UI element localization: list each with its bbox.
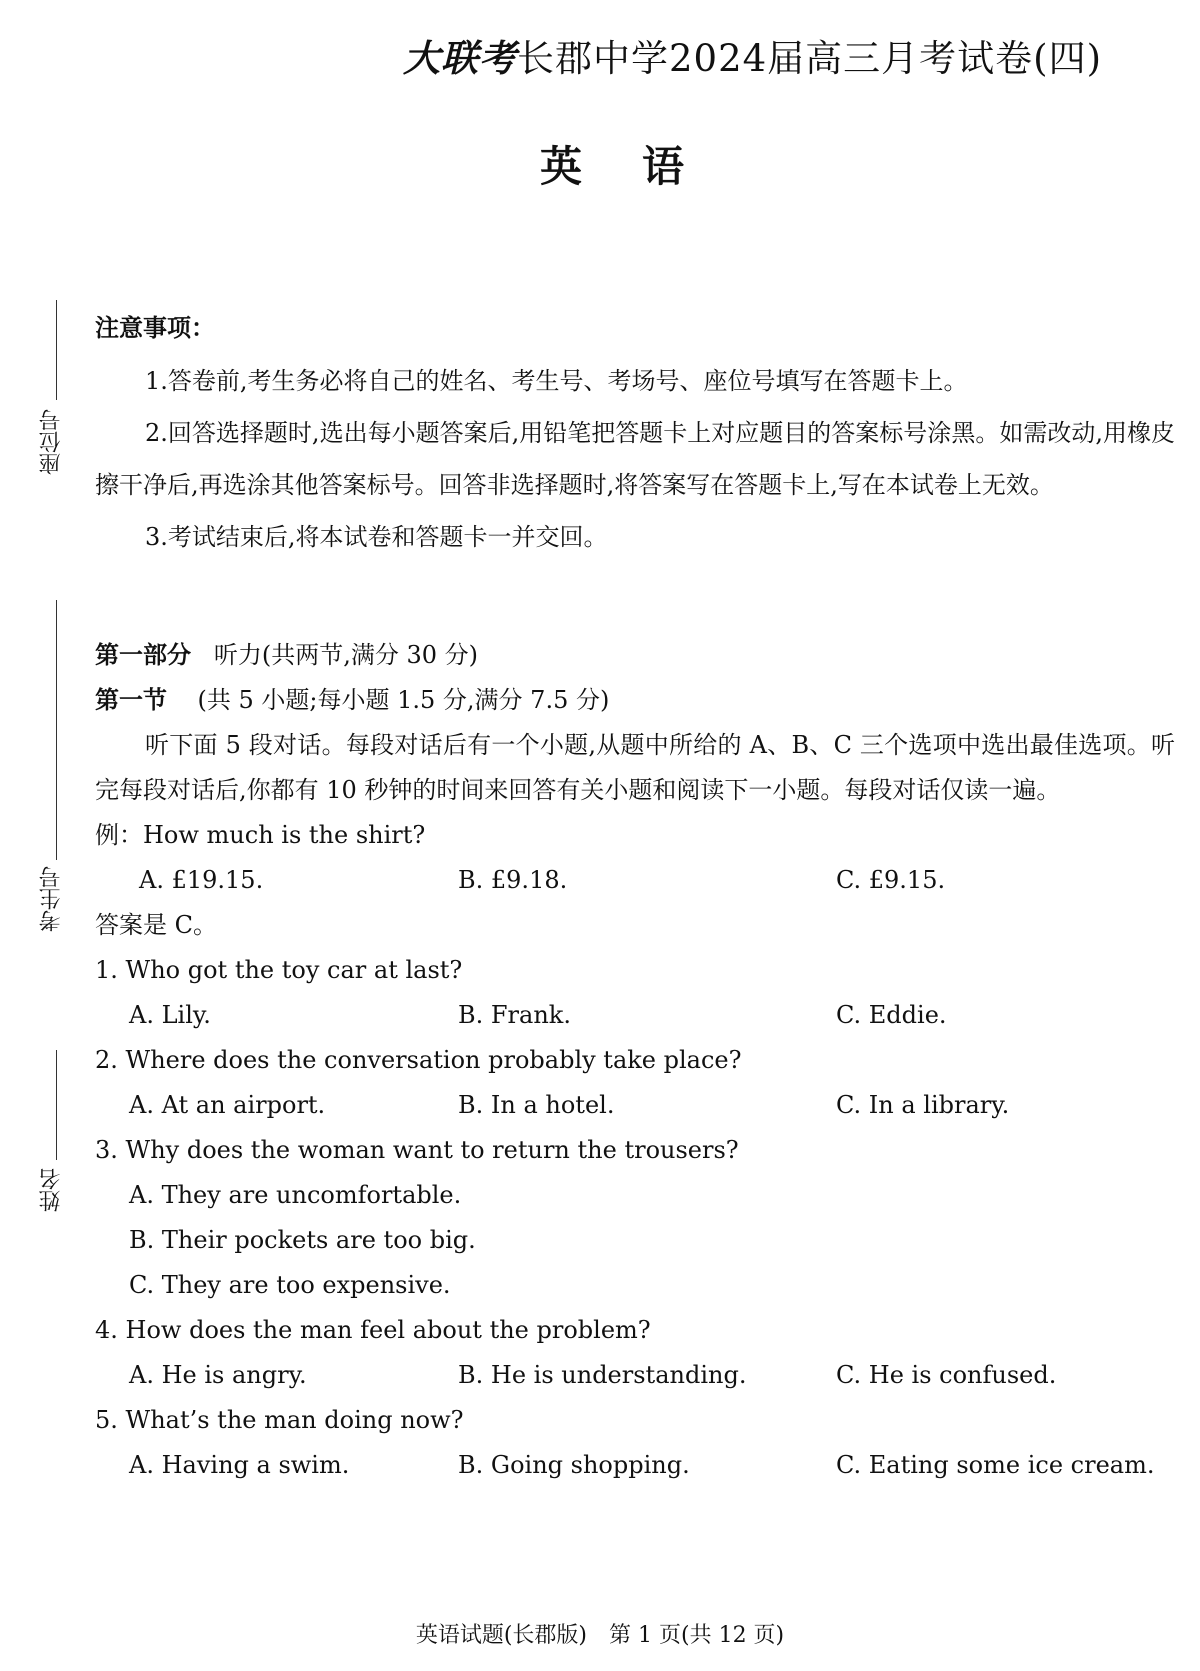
- q4-option-b: B. He is understanding.: [458, 1361, 747, 1389]
- margin-label-exam-no: 考生号: [39, 866, 64, 932]
- part1-title: 第一部分: [95, 641, 191, 669]
- question-4: 4. How does the man feel about the problem?: [95, 1316, 651, 1344]
- q1-option-c: C. Eddie.: [836, 1001, 947, 1029]
- margin-label-seat: 座位号: [39, 409, 64, 475]
- q4-option-c: C. He is confused.: [836, 1361, 1057, 1389]
- q2-option-c: C. In a library.: [836, 1091, 1010, 1119]
- q2-option-a: A. At an airport.: [129, 1091, 326, 1119]
- margin-label-name: 姓名: [39, 1168, 64, 1212]
- question-1: 1. Who got the toy car at last?: [95, 956, 463, 984]
- notice-item-2: 2.回答选择题时,选出每小题答案后,用铅笔把答题卡上对应题目的答案标号涂黑。如需改动,用橡皮擦干净后,再选涂其他答案标号。回答非选择题时,将答案写在答题卡上,写在本试卷上无效。: [95, 419, 1175, 499]
- question-1-options: [95, 993, 1175, 1038]
- section1-heading: [95, 678, 1175, 723]
- q5-option-b: B. Going shopping.: [458, 1451, 690, 1479]
- section1-instructions: 听下面 5 段对话。每段对话后有一个小题,从题中所给的 A、B、C 三个选项中选出最佳选项。听完每段对话后,你都有 10 秒钟的时间来回答有关小题和阅读下一小题。每段对话仅读一遍。: [95, 731, 1175, 804]
- question-2-options: [95, 1083, 1175, 1128]
- q3-option-a: A. They are uncomfortable.: [129, 1181, 462, 1209]
- example-options: [95, 858, 1175, 903]
- section1-info: (共 5 小题;每小题 1.5 分,满分 7.5 分): [197, 686, 610, 714]
- page-footer: 英语试题(长郡版) 第 1 页(共 12 页): [415, 1623, 785, 1648]
- brand-logo-text: 大联考: [403, 36, 517, 80]
- example-answer: 答案是 C。: [95, 911, 217, 939]
- example-option-b: B. £9.18.: [458, 866, 568, 894]
- question-4-options: [95, 1353, 1175, 1398]
- q4-option-a: A. He is angry.: [129, 1361, 307, 1389]
- subject-title: 英语: [540, 142, 745, 191]
- margin-line-seat: [56, 300, 57, 400]
- q3-option-b: B. Their pockets are too big.: [129, 1226, 476, 1254]
- example-question: 例：How much is the shirt?: [95, 821, 426, 849]
- part1-heading: [95, 633, 1175, 678]
- notice-item-3: 3.考试结束后,将本试卷和答题卡一并交回。: [145, 523, 608, 551]
- q1-option-b: B. Frank.: [458, 1001, 571, 1029]
- margin-line-name: [56, 1050, 57, 1160]
- q5-option-c: C. Eating some ice cream.: [836, 1451, 1155, 1479]
- notice-title: 注意事项：: [95, 314, 215, 342]
- margin-line-exam-no: [56, 600, 57, 860]
- exam-header: [403, 28, 1163, 80]
- part1-subtitle: 听力(共两节,满分 30 分): [213, 641, 479, 669]
- exam-title: 长郡中学2024届高三月考试卷(四): [517, 37, 1103, 80]
- question-5-options: [95, 1443, 1175, 1488]
- q1-option-a: A. Lily.: [129, 1001, 211, 1029]
- question-3: 3. Why does the woman want to return the trousers?: [95, 1136, 739, 1164]
- q2-option-b: B. In a hotel.: [458, 1091, 615, 1119]
- example-option-c: C. £9.15.: [836, 866, 946, 894]
- notice-item-1: 1.答卷前,考生务必将自己的姓名、考生号、考场号、座位号填写在答题卡上。: [145, 367, 968, 395]
- exam-content: [95, 306, 1175, 1488]
- q3-option-c: C. They are too expensive.: [129, 1271, 451, 1299]
- question-5: 5. What’s the man doing now?: [95, 1406, 464, 1434]
- q5-option-a: A. Having a swim.: [129, 1451, 350, 1479]
- question-2: 2. Where does the conversation probably take place?: [95, 1046, 742, 1074]
- section1-title: 第一节: [95, 686, 167, 714]
- example-option-a: A. £19.15.: [139, 866, 264, 894]
